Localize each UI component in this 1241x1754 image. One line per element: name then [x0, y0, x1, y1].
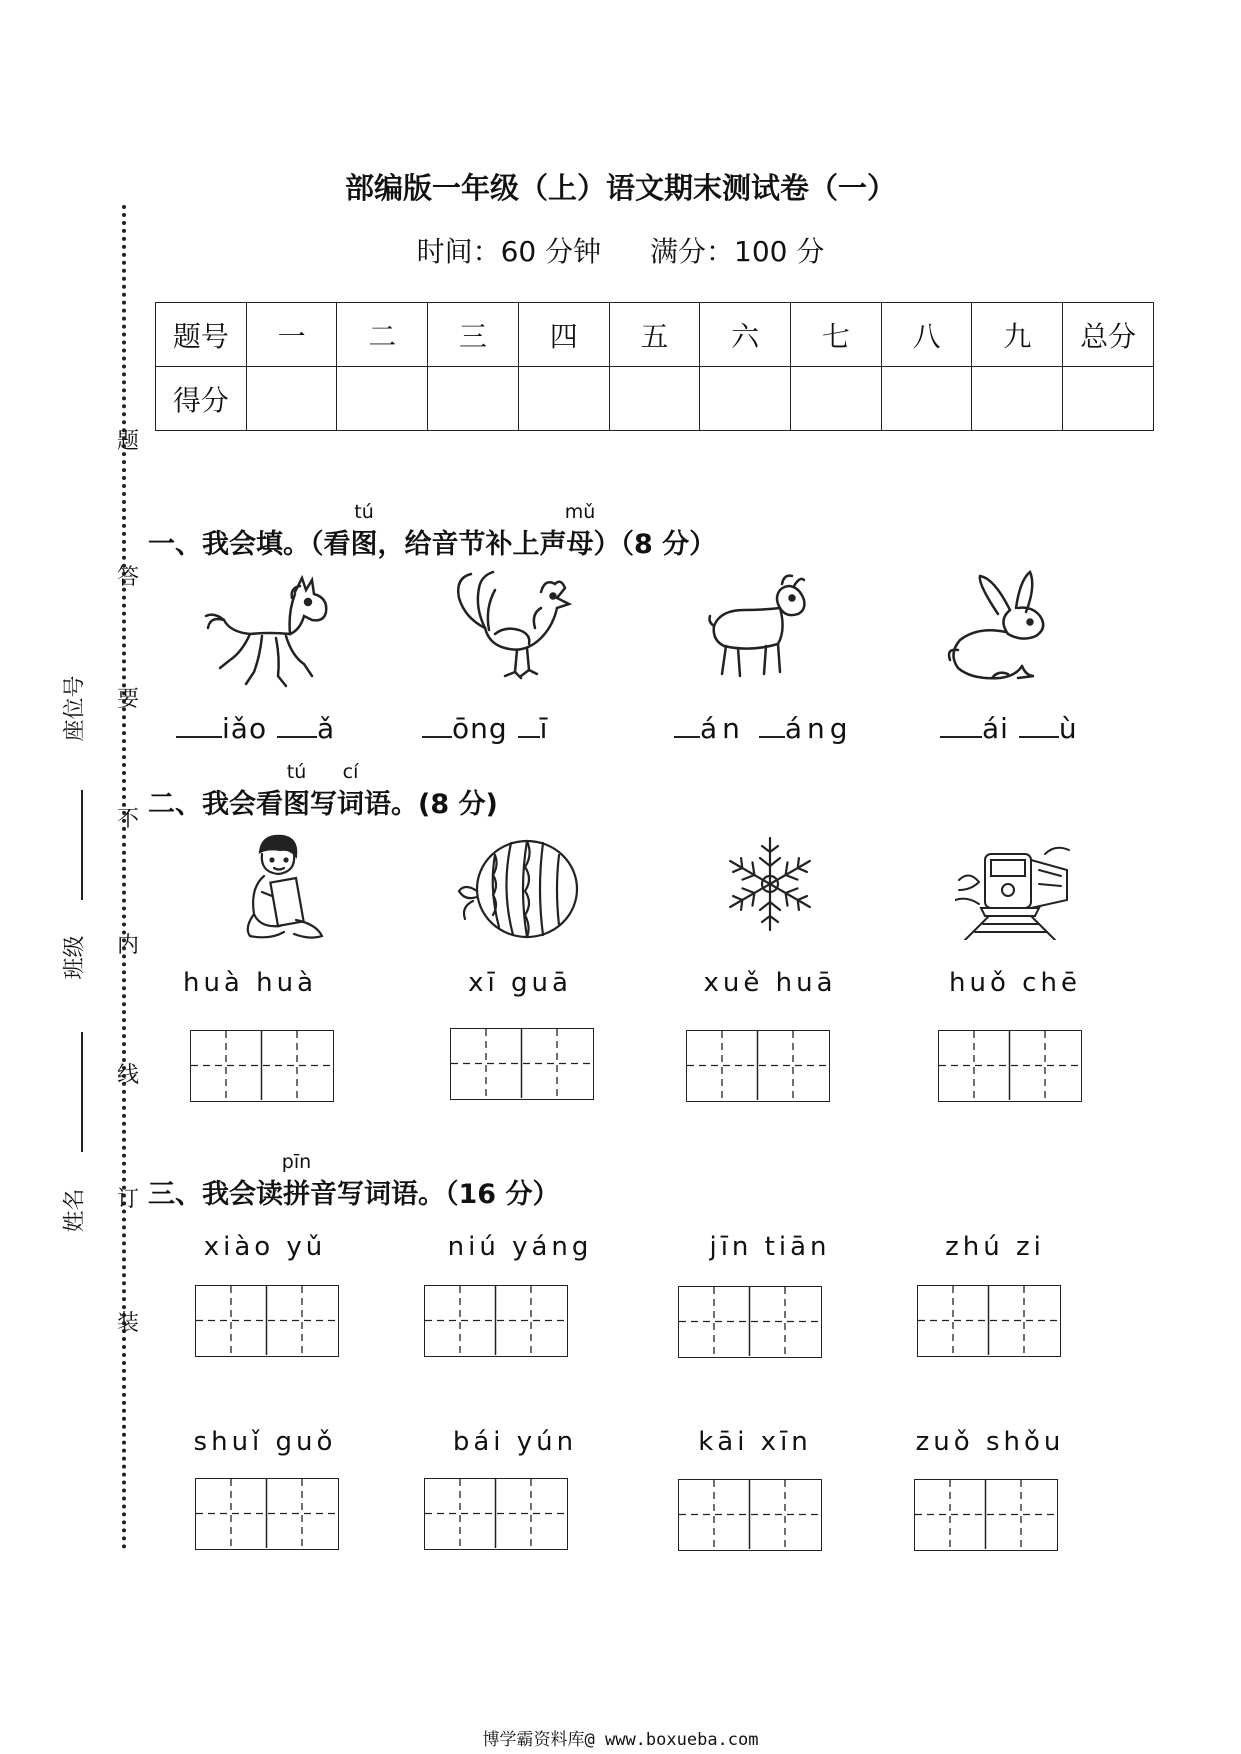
snowflake-picture: [720, 832, 820, 937]
ruby-pinyin: pīn: [281, 1151, 312, 1173]
score-input-cell[interactable]: [609, 367, 700, 431]
time-limit: 时间：60 分钟: [416, 235, 602, 268]
score-input-cell[interactable]: [791, 367, 882, 431]
margin-warning-char: 线: [117, 1063, 140, 1088]
score-cell: 二: [337, 303, 428, 367]
word-pinyin: xiào yǔ: [203, 1232, 327, 1262]
writing-grid[interactable]: [686, 1030, 830, 1102]
score-input-cell[interactable]: [700, 367, 791, 431]
full-score: 满分：100 分: [650, 235, 825, 268]
blank-group-horse: iǎo ǎ: [176, 712, 335, 745]
score-input-cell[interactable]: [518, 367, 609, 431]
score-input-cell[interactable]: [337, 367, 428, 431]
word-pinyin: xī guā: [468, 968, 572, 998]
blank-group-goat: án áng: [674, 712, 853, 745]
margin-warning-char: 订: [117, 1187, 140, 1212]
margin-warning-char: 题: [117, 429, 140, 454]
word-pinyin: niú yáng: [447, 1232, 593, 1262]
blank-input[interactable]: [176, 712, 222, 738]
score-cell: 九: [972, 303, 1063, 367]
score-cell: 一: [246, 303, 337, 367]
blank-input[interactable]: [277, 712, 317, 738]
score-cell: 得分: [156, 367, 247, 431]
word-pinyin: zhú zi: [945, 1232, 1045, 1262]
goat-picture: [700, 570, 820, 690]
name-fill-line[interactable]: [81, 1032, 83, 1152]
section1-heading: 一、我会填。（看 tú 图，给音节补上声 mǔ 母）（8 分）: [148, 501, 717, 560]
ruby-word: pīn 拼: [281, 1151, 312, 1210]
score-table: [155, 302, 1154, 431]
blank-input[interactable]: [1019, 712, 1059, 738]
score-input-cell[interactable]: [1063, 367, 1154, 431]
writing-grid[interactable]: [678, 1286, 822, 1358]
rabbit-picture: [938, 570, 1068, 690]
blank-input[interactable]: [518, 712, 540, 738]
score-cell: 七: [791, 303, 882, 367]
footer-watermark: 博学霸资料库@ www.boxueba.com: [482, 1730, 759, 1750]
writing-grid[interactable]: [917, 1285, 1061, 1357]
word-pinyin: shuǐ guǒ: [193, 1427, 337, 1457]
writing-grid[interactable]: [190, 1030, 334, 1102]
seat-number-label: 座位号: [62, 675, 88, 742]
word-pinyin: xuě huā: [703, 968, 837, 998]
score-input-cell[interactable]: [428, 367, 519, 431]
blank-input[interactable]: [674, 712, 700, 738]
writing-grid[interactable]: [424, 1478, 568, 1550]
score-cell: 六: [700, 303, 791, 367]
margin-warning-char: 不: [117, 807, 140, 832]
section3-heading: 三、我会读 pīn 拼音写词语。（16 分）: [148, 1151, 560, 1210]
blank-group-rabbit: ái ù: [940, 712, 1078, 745]
ruby-pinyin: mǔ: [564, 501, 596, 523]
margin-warning-char: 装: [117, 1311, 140, 1336]
blank-group-rooster: ōng ī: [422, 712, 548, 745]
score-input-cell[interactable]: [881, 367, 972, 431]
binding-dotted-line: [122, 205, 126, 1550]
score-input-cell[interactable]: [246, 367, 337, 431]
writing-grid[interactable]: [938, 1030, 1082, 1102]
word-pinyin: kāi xīn: [698, 1427, 812, 1457]
ruby-word: mǔ 母: [564, 501, 596, 560]
class-label: 班级: [62, 935, 88, 980]
writing-grid[interactable]: [914, 1479, 1058, 1551]
score-input-cell[interactable]: [972, 367, 1063, 431]
section2-heading: 二、我会看 tú 图写 cí 词语。(8 分): [148, 761, 498, 820]
word-pinyin: huà huà: [182, 968, 318, 998]
blank-input[interactable]: [422, 712, 452, 738]
word-pinyin: bái yún: [452, 1427, 578, 1457]
exam-info: [0, 230, 1241, 270]
score-cell: 三: [428, 303, 519, 367]
word-pinyin: huǒ chē: [949, 968, 1081, 998]
ruby-pinyin: cí: [342, 761, 359, 783]
writing-grid[interactable]: [424, 1285, 568, 1357]
ruby-word: tú 图: [350, 501, 378, 560]
writing-grid[interactable]: [195, 1478, 339, 1550]
ruby-pinyin: tú: [354, 501, 374, 523]
writing-grid[interactable]: [678, 1479, 822, 1551]
blank-input[interactable]: [759, 712, 785, 738]
ruby-pinyin: tú: [286, 761, 307, 783]
ruby-word: cí 词: [337, 761, 364, 820]
word-pinyin: jīn tiān: [709, 1232, 831, 1262]
rooster-picture: [445, 568, 585, 688]
score-cell: 五: [609, 303, 700, 367]
watermelon-picture: [455, 835, 585, 945]
word-pinyin: zuǒ shǒu: [915, 1427, 1065, 1457]
writing-grid[interactable]: [450, 1028, 594, 1100]
score-cell: 八: [881, 303, 972, 367]
train-picture: [955, 840, 1075, 940]
margin-warning-char: 内: [117, 933, 140, 958]
score-table-score-row: [156, 367, 1154, 431]
blank-input[interactable]: [940, 712, 982, 738]
horse-picture: [200, 572, 340, 692]
score-table-header-row: [156, 303, 1154, 367]
name-label: 姓名: [62, 1188, 88, 1233]
page-title: 部编版一年级（上）语文期末测试卷（一）: [344, 171, 896, 205]
margin-warning-char: 要: [117, 687, 140, 712]
ruby-word: tú 图: [283, 761, 310, 820]
class-fill-line[interactable]: [81, 790, 83, 900]
boy-drawing-picture: [240, 832, 330, 942]
score-cell: 题号: [156, 303, 247, 367]
score-cell: 四: [518, 303, 609, 367]
score-cell: 总分: [1063, 303, 1154, 367]
margin-warning-char: 答: [117, 565, 140, 590]
writing-grid[interactable]: [195, 1285, 339, 1357]
